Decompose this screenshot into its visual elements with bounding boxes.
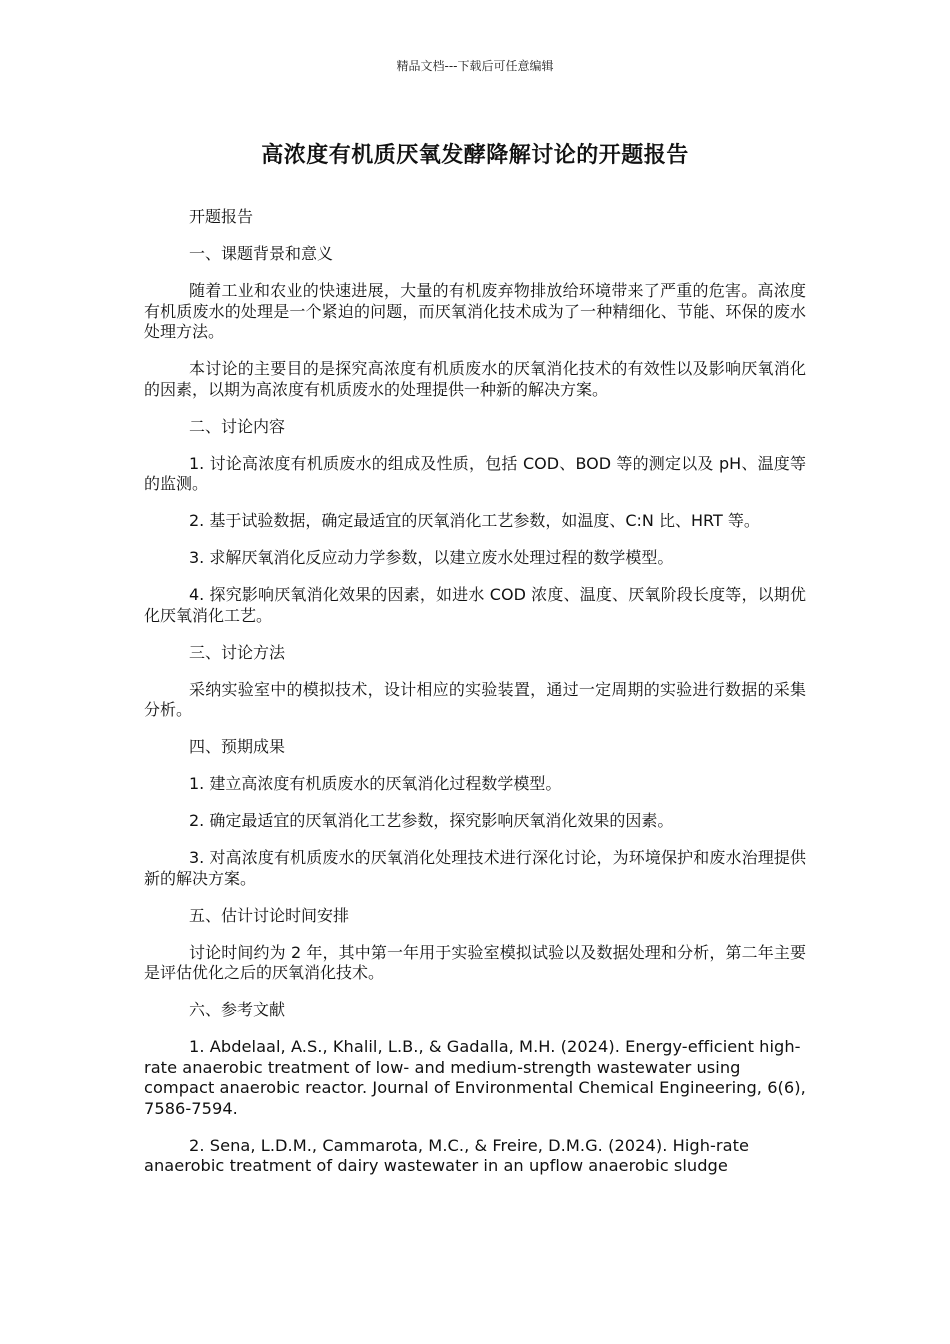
page-header-note: 精品文档---下载后可任意编辑 (396, 59, 554, 73)
document-body (144, 207, 806, 1193)
list-item-content-1: 1. 讨论高浓度有机质废水的组成及性质，包括 COD、BOD 等的测定以及 pH、温度等的监测。 (144, 453, 806, 493)
list-item-result-3: 3. 对高浓度有机质废水的厌氧消化处理技术进行深化讨论，为环境保护和废水治理提供新的解决方案。 (144, 848, 806, 888)
section-heading-references: 六、参考文献 (189, 1000, 286, 1019)
reference-item-1: 1. Abdelaal, A.S., Khalil, L.B., & Gadalla, M.H. (2024). Energy-efficient high-rate anaerobic treatment of low- and medium-strength wastewater using compact anaerobic reactor. Journal of Environmental Chemical Engineering, 6(6), 7586-7594. (144, 1037, 806, 1118)
section-heading-content: 二、讨论内容 (189, 416, 286, 436)
reference-item-2: 2. Sena, L.D.M., Cammarota, M.C., & Freire, D.M.G. (2024). High-rate anaerobic treatment of dairy wastewater in an upflow anaerobic sludge (144, 1135, 749, 1175)
list-item-content-3: 3. 求解厌氧消化反应动力学参数，以建立废水处理过程的数学模型。 (189, 548, 674, 567)
section-heading-background: 一、课题背景和意义 (189, 244, 334, 263)
paragraph-background-1: 随着工业和农业的快速进展，大量的有机废弃物排放给环境带来了严重的危害。高浓度有机质废水的处理是一个紧迫的问题，而厌氧消化技术成为了一种精细化、节能、环保的废水处理方法。 (144, 281, 806, 341)
paragraph-report-label: 开题报告 (189, 207, 254, 226)
list-item-content-4: 4. 探究影响厌氧消化效果的因素，如进水 COD 浓度、温度、厌氧阶段长度等，以期优化厌氧消化工艺。 (144, 585, 806, 625)
paragraph-method: 采纳实验室中的模拟技术，设计相应的实验装置，通过一定周期的实验进行数据的采集分析。 (144, 679, 806, 719)
paragraph-background-2: 本讨论的主要目的是探究高浓度有机质废水的厌氧消化技术的有效性以及影响厌氧消化的因素，以期为高浓度有机质废水的处理提供一种新的解决方案。 (144, 359, 806, 399)
list-item-result-2: 2. 确定最适宜的厌氧消化工艺参数，探究影响厌氧消化效果的因素。 (189, 811, 674, 830)
section-heading-results: 四、预期成果 (189, 737, 286, 756)
section-heading-method: 三、讨论方法 (189, 642, 286, 662)
paragraph-schedule: 讨论时间约为 2 年，其中第一年用于实验室模拟试验以及数据处理和分析，第二年主要是评估优化之后的厌氧消化技术。 (144, 942, 806, 982)
list-item-content-2: 2. 基于试验数据，确定最适宜的厌氧消化工艺参数，如温度、C:N 比、HRT 等。 (189, 511, 760, 530)
document-title: 高浓度有机质厌氧发酵降解讨论的开题报告 (261, 143, 689, 168)
list-item-result-1: 1. 建立高浓度有机质废水的厌氧消化过程数学模型。 (189, 774, 562, 793)
section-heading-schedule: 五、估计讨论时间安排 (189, 905, 350, 925)
